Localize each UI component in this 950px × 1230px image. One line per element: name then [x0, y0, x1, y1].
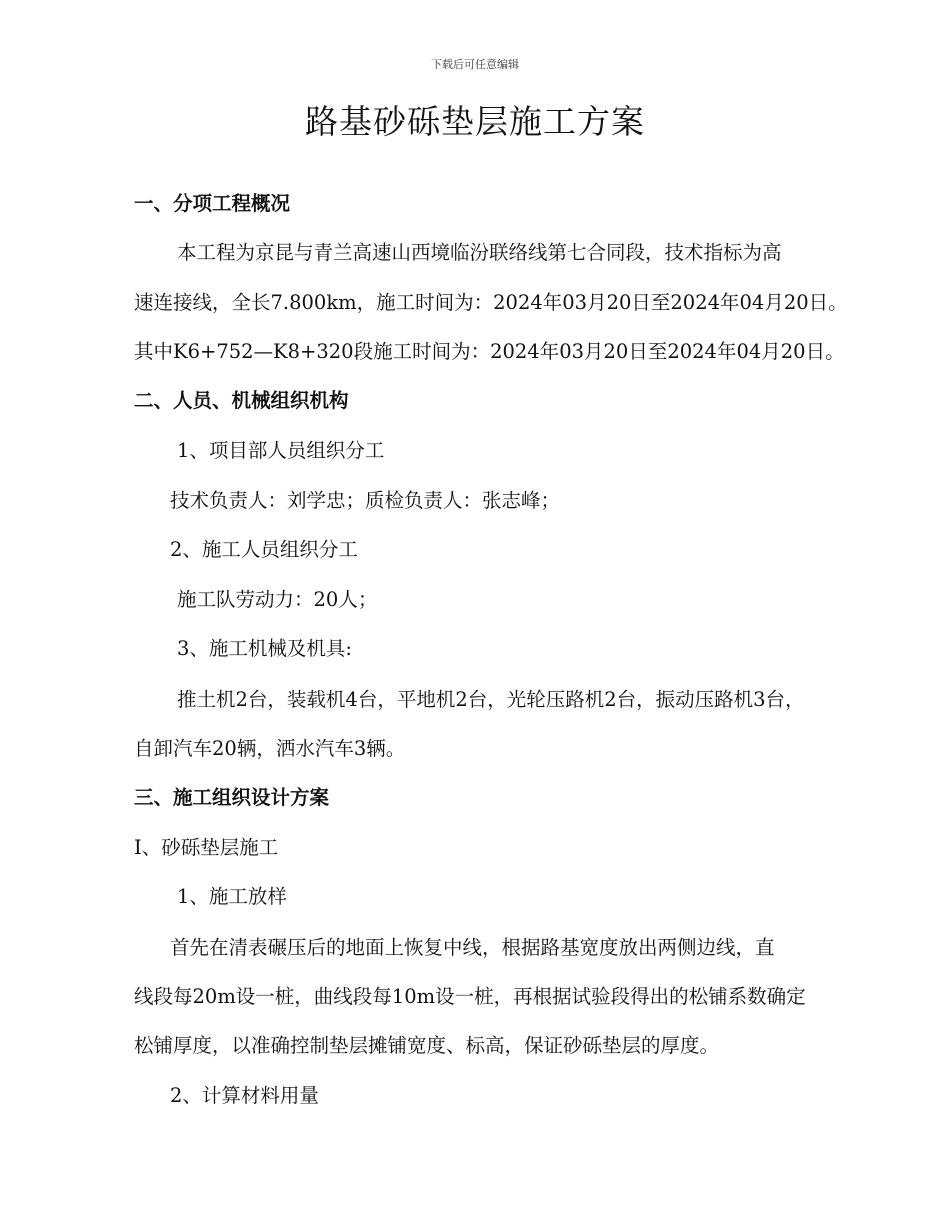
section-heading-overview: 一、分项工程概况 — [134, 192, 291, 215]
page-header: 下载后可任意编辑 — [431, 58, 519, 71]
layout-paragraph-line: 线段每20m设一桩，曲线段每10m设一桩，再根据试验段得出的松铺系数确定 — [134, 985, 806, 1008]
step-heading-layout: 1、施工放样 — [177, 885, 287, 908]
machinery-line: 推土机2台，装载机4台，平地机2台，光轮压路机2台，振动压路机3台， — [177, 688, 805, 711]
part-heading-gravel: Ⅰ、砂砾垫层施工 — [134, 836, 279, 859]
subheading-staff: 1、项目部人员组织分工 — [177, 439, 385, 462]
staff-line: 技术负责人：刘学忠；质检负责人：张志峰； — [170, 489, 561, 512]
subheading-machinery: 3、施工机械及机具: — [177, 637, 352, 660]
section-heading-design: 三、施工组织设计方案 — [134, 786, 330, 809]
layout-paragraph-line: 松铺厚度，以准确控制垫层摊铺宽度、标高，保证砂砾垫层的厚度。 — [134, 1034, 720, 1057]
overview-paragraph-line: 速连接线，全长7.800km，施工时间为：2024年03月20日至2024年04月20日。 — [134, 291, 848, 314]
layout-paragraph-line: 首先在清表碾压后的地面上恢复中线，根据路基宽度放出两侧边线，直 — [170, 936, 775, 959]
overview-paragraph-line: 其中K6+752—K8+320段施工时间为：2024年03月20日至2024年04月20日。 — [134, 340, 845, 363]
subheading-labor: 2、施工人员组织分工 — [170, 538, 358, 561]
step-heading-materials: 2、计算材料用量 — [170, 1084, 319, 1107]
machinery-line: 自卸汽车20辆，洒水汽车3辆。 — [134, 737, 406, 760]
labor-line: 施工队劳动力：20人； — [177, 588, 378, 611]
overview-paragraph-line: 本工程为京昆与青兰高速山西境临汾联络线第七合同段，技术指标为高 — [177, 241, 782, 264]
document-title: 路基砂砾垫层施工方案 — [305, 102, 645, 141]
section-heading-organization: 二、人员、机械组织机构 — [134, 389, 349, 412]
